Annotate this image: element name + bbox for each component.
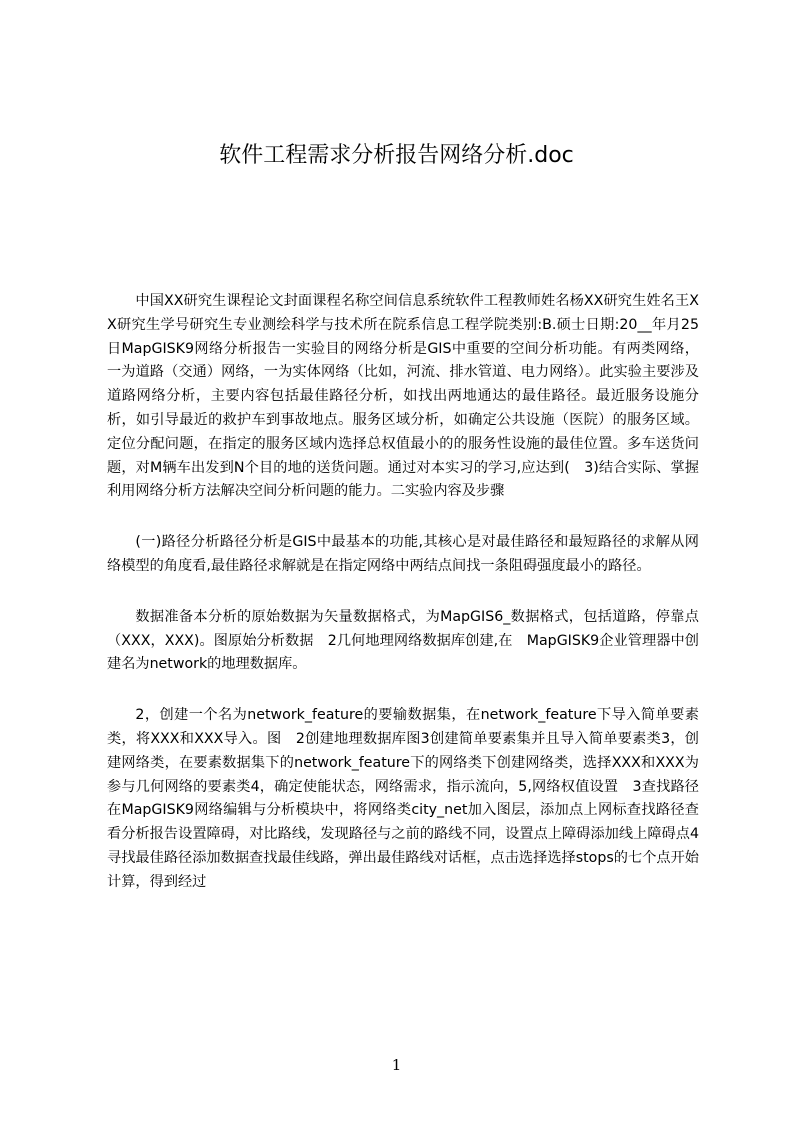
document-body — [107, 290, 699, 922]
page-number: 1 — [391, 1056, 402, 1074]
paragraph-data-preparation: 数据准备本分析的原始数据为矢量数据格式，为MapGIS6_数据格式，包括道路，停靠点（XXX，XXX)。图原始分析数据 2几何地理网络数据库创建,在 MapGISK9企业管理器中创建名为network的地理数据库。 — [107, 608, 699, 673]
document-title: 软件工程需求分析报告网络分析.doc — [219, 143, 574, 168]
paragraph-network-steps: 2，创建一个名为network_feature的要输数据集，在network_feature下导入简单要素类，将XXX和XXX导入。图 2创建地理数据库图3创建简单要素集并且导入简单要素类3，创建网络类，在要素数据集下的network_feature下的网络类下创建网络类，选择XXX和XXX为参与几何网络的要素类4，确定使能状态，网络需求，指示流向，5,网络权值设置 3查找路径在MapGISK9网络编辑与分析模块中，将网络类city_net加入图层，添加点上网标查找路径查看分析报告设置障碍，对比路线，发现路径与之前的路线不同，设置点上障碍添加线上障碍点4寻找最佳路径添加数据查找最佳线路，弹出最佳路线对话框，点击选择选择stops的七个点开始计算，得到经过 — [107, 707, 699, 890]
paragraph-intro: 中国XX研究生课程论文封面课程名称空间信息系统软件工程教师姓名杨XX研究生姓名王XX研究生学号研究生专业测绘科学与技术所在院系信息工程学院类别:B.硕士日期:20__年月25日MapGISK9网络分析报告一实验目的网络分析是GIS中重要的空间分析功能。有两类网络，一为道路（交通）网络，一为实体网络（比如，河流、排水管道、电力网络）。此实验主要涉及道路网络分析，主要内容包括最佳路径分析，如找出两地通达的最佳路径。最近服务设施分析，如引导最近的救护车到事故地点。服务区域分析，如确定公共设施（医院）的服务区域。定位分配问题，在指定的服务区域内选择总权值最小的的服务性设施的最佳位置。多车送货问题，对M辆车出发到N个目的地的送货问题。通过对本实习的学习,应达到( 3)结合实际、掌握利用网络分析方法解决空间分析问题的能力。二实验内容及步骤 — [107, 293, 699, 500]
paragraph-path-analysis: (一)路径分析路径分析是GIS中最基本的功能,其核心是对最佳路径和最短路径的求解从网络模型的角度看,最佳路径求解就是在指定网络中两结点间找一条阻碍强度最小的路径。 — [107, 534, 699, 574]
